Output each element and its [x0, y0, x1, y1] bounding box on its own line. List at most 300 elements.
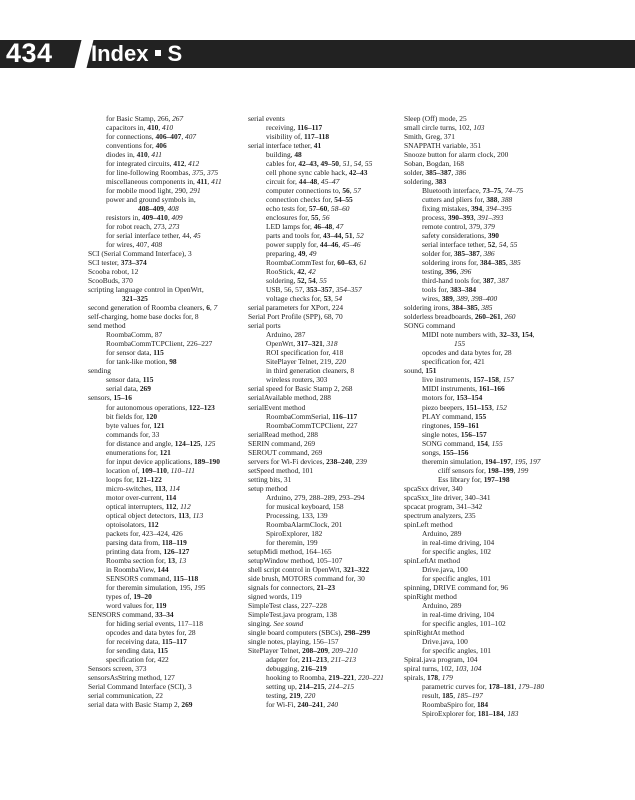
- index-entry-text: single notes, playing, 156–157: [248, 636, 339, 646]
- index-entry-italic-pages: 379: [483, 222, 495, 232]
- index-entry-italic-pages: , 45–47: [317, 177, 340, 187]
- index-entry-text: visibility of,: [266, 132, 304, 142]
- index-entry-text: testing,: [266, 691, 290, 700]
- index-entry-text: soldering,: [266, 276, 298, 286]
- index-column-2: [248, 114, 400, 709]
- index-entry: [404, 276, 566, 285]
- index-entry-text: debugging,: [266, 663, 301, 673]
- index-entry: [404, 231, 566, 240]
- index-entry-text: ROI specification for, 418: [266, 348, 344, 358]
- index-entry-text: in third generation cleaners, 8: [266, 366, 355, 376]
- index-entry: [248, 285, 400, 294]
- index-entry-text: for line-following Roombas,: [106, 168, 193, 178]
- index-entry: [248, 511, 400, 520]
- index-entry-text: RoombaCommTCPClient, 227: [266, 420, 358, 430]
- index-entry-text: SimpleTest class, 227–228: [248, 600, 327, 610]
- index-entry-italic-pages: 103, 104: [455, 663, 482, 673]
- index-entry-bold-pages: 144: [157, 564, 169, 574]
- index-entry-text: for input device applications,: [106, 456, 195, 466]
- index-entry-text: spinRightAt method: [404, 627, 465, 637]
- index-entry-italic-pages: , 209–210: [328, 645, 358, 655]
- index-entry-italic-pages: , 412: [184, 159, 200, 169]
- index-entry: [404, 195, 566, 204]
- index-entry-text: for tank-like motion,: [106, 357, 170, 367]
- index-entry-text: serialEvent method: [248, 402, 306, 412]
- index-entry: [404, 700, 566, 709]
- index-entry-bold-pages: 42–43: [348, 168, 368, 178]
- index-entry-text: spcacat program, 341–342: [404, 501, 483, 511]
- index-entry-italic-pages: , 61: [355, 258, 367, 268]
- index-entry-text: spinLeft method: [404, 519, 453, 529]
- index-entry-bold-pages: 317–321: [296, 339, 323, 349]
- index-entry: [248, 168, 400, 177]
- index-entry-italic-pages: , 354–357: [332, 285, 362, 295]
- index-entry-italic-pages: , 56: [318, 213, 330, 223]
- index-entry: [248, 646, 400, 655]
- index-entry-italic-pages: , 125: [200, 438, 216, 448]
- index-entry-bold-pages: 185: [442, 691, 454, 700]
- index-entry: [88, 258, 238, 267]
- index-entry-text: spiral turns, 102,: [404, 663, 456, 673]
- index-entry-text: SCI (Serial Command Interface), 3: [88, 249, 192, 259]
- index-entry: [248, 475, 400, 484]
- index-entry: [404, 637, 566, 646]
- index-entry: [88, 601, 238, 610]
- index-entry: [248, 520, 400, 529]
- index-entry-text: Arduino, 289: [422, 528, 462, 538]
- index-entry-bold-pages: 155: [475, 411, 487, 421]
- index-entry: [248, 312, 400, 321]
- index-entry-italic-pages: , 74–75: [501, 186, 524, 196]
- index-entry-text: cell phone sync cable hack,: [266, 168, 349, 178]
- index-entry-italic-pages: , 211–213: [327, 654, 357, 664]
- index-entry: [404, 321, 566, 330]
- index-entry-bold-pages: 52: [487, 240, 496, 250]
- index-entry: [248, 601, 400, 610]
- index-entry-bold-pages: 112: [147, 519, 159, 529]
- index-entry-text: setupWindow method, 105–107: [248, 555, 343, 565]
- index-entry-bold-pages: 73–75: [482, 186, 502, 196]
- index-entry: [404, 384, 566, 393]
- index-entry: [248, 303, 400, 312]
- index-entry: [248, 357, 400, 366]
- index-entry-text: SONG command,: [422, 438, 477, 448]
- index-entry: [88, 583, 238, 592]
- index-entry: [404, 448, 566, 457]
- index-entry-italic-pages: , 318: [322, 339, 338, 349]
- index-entry-bold-pages: 385–387: [425, 168, 452, 178]
- index-entry: [248, 421, 400, 430]
- index-entry-text: loops for,: [106, 474, 136, 484]
- index-entry: [248, 430, 400, 439]
- index-entry: [404, 511, 566, 520]
- index-entry-italic-pages: , 51, 54, 55: [339, 159, 373, 169]
- index-entry: [88, 141, 238, 150]
- index-entry: [248, 637, 400, 646]
- index-entry-text: SitePlayer Telnet, 219,: [266, 357, 335, 367]
- index-entry-text: solder for,: [422, 249, 454, 259]
- index-entry-bold-pages: 353–357: [306, 285, 333, 295]
- index-entry-text: ScooBuds, 370: [88, 276, 133, 286]
- index-entry-text: for specific angles, 101: [422, 645, 491, 655]
- index-entry: [248, 276, 400, 285]
- index-entry: [248, 682, 400, 691]
- index-entry: [404, 213, 566, 222]
- index-entry: [88, 556, 238, 565]
- index-entry-bold-pages: 32–33, 154: [499, 330, 533, 340]
- index-entry-bold-pages: 44–48: [298, 177, 318, 187]
- index-entry: [88, 339, 238, 348]
- index-entry-text: parsing data from,: [106, 537, 162, 547]
- index-entry: [404, 430, 566, 439]
- index-entry-text: for distance and angle,: [106, 438, 175, 448]
- index-entry-text: conventions for,: [106, 141, 156, 151]
- index-entry-bold-pages: 41: [313, 141, 322, 151]
- index-entry-text: adapter for,: [266, 654, 302, 664]
- index-entry-italic-pages: 220: [334, 357, 347, 367]
- index-entry-bold-pages: 412: [173, 159, 185, 169]
- index-entry-text: for specific angles, 101: [422, 573, 491, 583]
- index-entry: [248, 150, 400, 159]
- index-entry: [404, 222, 566, 231]
- index-entry: [88, 520, 238, 529]
- index-entry-italic-pages: , 54: [330, 294, 343, 304]
- index-entry-bold-pages: 42: [297, 267, 305, 277]
- index-entry: [248, 321, 400, 330]
- index-entry-text: sensor data,: [106, 375, 143, 385]
- index-entry: [248, 348, 400, 357]
- index-entry-bold-pages: 44–46: [319, 240, 339, 250]
- index-entry-italic-pages: , 58–60: [327, 204, 350, 214]
- index-entry: [88, 384, 238, 393]
- index-entry: [88, 168, 238, 177]
- index-entry-bold-pages: 157–158: [473, 375, 499, 385]
- index-entry: [88, 285, 238, 294]
- index-entry-bold-pages: 298–299: [344, 627, 371, 637]
- index-entry-bold-pages: 115: [142, 375, 154, 385]
- index-entry: [404, 673, 566, 682]
- index-entry-bold-pages: 406–407: [155, 132, 182, 142]
- index-entry-text: third-hand tools for,: [422, 276, 483, 286]
- index-entry: [404, 592, 566, 601]
- index-entry-text: for theremin simulation, 195,: [106, 582, 195, 592]
- index-entry-text: hooking to Roomba,: [266, 672, 329, 682]
- index-entry-text: power supply for,: [266, 240, 320, 250]
- index-entry: [88, 502, 238, 511]
- index-entry-text: for hiding serial events, 117–118: [106, 618, 203, 628]
- index-entry: [404, 204, 566, 213]
- index-column-1: [88, 114, 238, 709]
- index-entry: [88, 393, 238, 402]
- index-entry-text: SimpleTest.java program, 138: [248, 609, 337, 619]
- index-entry-text: safety considerations,: [422, 231, 488, 241]
- index-entry: [88, 240, 238, 249]
- index-entry-bold-pages: 153–154: [456, 393, 483, 403]
- index-entry-text: printing data from,: [106, 546, 164, 556]
- index-entry-text: testing,: [422, 267, 446, 277]
- index-entry: [248, 195, 400, 204]
- index-entry: [248, 457, 400, 466]
- index-entry-italic-pages: , 152: [492, 402, 507, 412]
- index-entry-italic-pages: 291: [189, 186, 201, 196]
- index-entry-bold-pages: 161–166: [478, 384, 505, 394]
- index-entry-text: cutters and pliers for,: [422, 195, 487, 205]
- index-entry: [248, 114, 400, 123]
- index-entry-text: serial communication, 22: [88, 691, 163, 700]
- index-entry-bold-pages: 240–241: [297, 700, 324, 710]
- index-entry: [404, 691, 566, 700]
- index-entry: [88, 366, 238, 375]
- index-entry-text: spinLeftAt method: [404, 555, 461, 565]
- index-entry: [404, 583, 566, 592]
- index-entry-text: for specific angles, 102: [422, 546, 491, 556]
- index-entry-bold-pages: 384–385: [451, 303, 478, 313]
- index-entry: [88, 565, 238, 574]
- index-entry: [248, 222, 400, 231]
- index-entry-text: sending: [88, 366, 111, 376]
- index-entry: [248, 574, 400, 583]
- index-entry-text: spinRight method: [404, 591, 457, 601]
- index-entry-italic-pages: , 408: [163, 204, 179, 214]
- index-entry: [88, 412, 238, 421]
- index-entry-text: resistors in,: [106, 213, 142, 223]
- index-entry-italic-pages: 375, 375: [192, 168, 219, 178]
- index-entry-bold-pages: 410: [147, 123, 159, 133]
- index-entry-text: SERIN command, 269: [248, 438, 316, 448]
- index-entry-italic-pages: , 214–215: [324, 681, 355, 691]
- index-entry-text: packets for, 423–424, 426: [106, 528, 183, 538]
- index-entry: [248, 619, 400, 628]
- index-entry-italic-pages: , 42: [304, 267, 316, 277]
- index-entry-bold-pages: 115–117: [161, 636, 187, 646]
- index-entry-text: for theremin, 199: [266, 537, 318, 547]
- index-entry-bold-pages: 260–261: [474, 312, 501, 322]
- index-entry-text: cliff sensors for,: [438, 465, 488, 475]
- index-entry: [88, 547, 238, 556]
- index-entry-text: spinning, DRIVE command for, 96: [404, 582, 508, 592]
- index-entry-text: singing.: [248, 618, 274, 628]
- index-entry-bold-pages: 118–119: [161, 537, 187, 547]
- index-entry: [88, 628, 238, 637]
- index-entry-bold-pages: 6: [206, 303, 210, 313]
- index-entry-text: parts and tools for,: [266, 231, 323, 241]
- index-entry: [404, 556, 566, 565]
- index-entry-italic-pages: , 199: [513, 465, 529, 475]
- index-entry: [404, 249, 566, 258]
- index-entry-italic-pages: , 411: [147, 150, 162, 160]
- index-entry-bold-pages: 373–374: [120, 258, 147, 268]
- index-entry-italic-pages: 273: [168, 222, 180, 232]
- index-entry-bold-pages: 115: [153, 348, 164, 358]
- index-entry-italic-pages: , 386: [479, 249, 495, 259]
- index-entry: [88, 430, 238, 439]
- index-entry: [404, 421, 566, 430]
- index-entry: [248, 547, 400, 556]
- index-entry-italic-pages: , 240: [323, 700, 339, 710]
- index-entry-italic-pages: , 7: [209, 303, 218, 313]
- index-entry: [248, 403, 400, 412]
- index-entry: [404, 177, 566, 186]
- index-entry-text: Drive.java, 100: [422, 636, 468, 646]
- index-entry-text: Processing, 133, 139: [266, 510, 328, 520]
- index-entry-text: motor over-current,: [106, 492, 166, 502]
- index-entry-text: wires,: [422, 294, 442, 304]
- index-entry-text: opcodes and data bytes for, 28: [106, 627, 196, 637]
- index-entry: [88, 664, 238, 673]
- index-entry-text: SENSORS command,: [106, 573, 174, 583]
- index-entry-text: RoombaSpiro for,: [422, 700, 477, 710]
- index-entry-text: Sensors screen, 373: [88, 663, 147, 673]
- index-entry: [404, 366, 566, 375]
- index-entry-text: Arduino, 279, 288–289, 293–294: [266, 492, 365, 502]
- index-entry-bold-pages: 269: [139, 384, 151, 394]
- index-entry-bold-pages: 21–23: [316, 582, 336, 592]
- index-entry-text: RoombaCommSerial,: [266, 411, 333, 421]
- index-entry: [88, 177, 238, 186]
- index-entry-text: fixing mistakes,: [422, 204, 472, 214]
- index-entry-bold-pages: 121: [159, 447, 171, 457]
- index-entry-text: miscellaneous components in,: [106, 177, 197, 187]
- index-entry-bold-pages: 181–184: [477, 709, 504, 719]
- index-entry-text: Serial Port Profile (SPP), 68, 70: [248, 312, 343, 322]
- index-entry-italic-pages: 195: [194, 582, 206, 592]
- index-entry: [248, 177, 400, 186]
- index-entry-bold-pages: 46–48: [313, 222, 333, 232]
- index-entry: [248, 393, 400, 402]
- index-entry-bold-pages: 159–161: [453, 420, 480, 430]
- index-entry: [88, 691, 238, 700]
- index-entry-text: for wires, 407,: [106, 240, 151, 250]
- index-entry: [404, 348, 566, 357]
- index-entry-text: RoombaCommTest for,: [266, 258, 338, 268]
- index-entry-text: serial ports: [248, 321, 281, 331]
- index-entry-text: songs,: [422, 447, 443, 457]
- index-entry-bold-pages: 406: [155, 141, 167, 151]
- index-entry-text: piezo beepers,: [422, 402, 467, 412]
- index-entry-text: remote control, 379,: [422, 222, 484, 232]
- index-entry: [248, 439, 400, 448]
- index-entry-text: echo tests for,: [266, 204, 309, 214]
- index-entry-text: SpiroExplorer for,: [422, 709, 478, 719]
- index-entry-bold-pages: 112: [165, 501, 177, 511]
- index-entry-italic-pages: , 52: [352, 231, 364, 241]
- index-entry-text: serial events: [248, 114, 285, 123]
- index-entry-text: Arduino, 289: [422, 600, 462, 610]
- index-entry: [88, 294, 238, 303]
- index-entry: [248, 213, 400, 222]
- index-entry: [404, 484, 566, 493]
- index-entry: [404, 619, 566, 628]
- index-entry-text: live instruments,: [422, 375, 474, 385]
- index-entry: [248, 673, 400, 682]
- index-entry-italic-pages: , 396: [456, 267, 472, 277]
- index-entry-bold-pages: 216–219: [300, 663, 327, 673]
- index-entry-italic-pages: , 179: [438, 672, 453, 682]
- index-entry: [88, 348, 238, 357]
- index-entry-italic-pages: , 385: [477, 303, 493, 313]
- running-head: [91, 39, 182, 69]
- index-entry-text: Sleep (Off) mode, 25: [404, 114, 467, 123]
- index-entry: [404, 493, 566, 502]
- index-entry: [404, 285, 566, 294]
- index-entry: [248, 664, 400, 673]
- index-entry-italic-pages: , 155: [487, 438, 503, 448]
- index-entry-text: micro-switches,: [106, 483, 155, 493]
- index-entry: [404, 258, 566, 267]
- index-entry-text: for musical keyboard, 158: [266, 501, 344, 511]
- index-entry: [88, 574, 238, 583]
- index-entry-bold-pages: 408–409: [138, 204, 164, 214]
- index-entry-text: scripting language control in OpenWrt,: [88, 285, 204, 295]
- index-entry-text: diodes in,: [106, 150, 137, 160]
- index-entry: [404, 466, 566, 475]
- index-entry-text: in RoombaView,: [106, 564, 158, 574]
- index-entry: [88, 204, 238, 213]
- index-entry-text: signed words, 119: [248, 591, 302, 601]
- index-entry-text: SONG command: [404, 321, 456, 331]
- index-entry: [88, 646, 238, 655]
- index-entry: [88, 312, 238, 321]
- index-entry-bold-pages: 57–60: [308, 204, 328, 214]
- index-entry: [404, 574, 566, 583]
- index-entry-bold-pages: 98: [169, 357, 177, 367]
- index-entry-text: RoombaComm, 87: [106, 330, 163, 340]
- index-entry-bold-pages: 156–157: [460, 429, 487, 439]
- index-entry-bold-pages: 33–34: [155, 609, 174, 619]
- index-entry-text: soldering,: [404, 177, 436, 187]
- index-entry-text: self-charging, home base docks for, 8: [88, 312, 199, 322]
- index-entry-text: specification for, 422: [106, 654, 169, 664]
- index-entry-bold-pages: 321–325: [122, 294, 148, 304]
- index-entry: [404, 357, 566, 366]
- index-entry-text: capacitors in,: [106, 123, 148, 133]
- section-title: Index: [91, 41, 149, 66]
- index-entry-bold-pages: 115–118: [173, 573, 199, 583]
- index-entry: [404, 457, 566, 466]
- index-entry: [404, 168, 566, 177]
- index-entry-text: SpiroExplorer, 182: [266, 528, 323, 538]
- index-entry: [88, 213, 238, 222]
- index-entry: [248, 628, 400, 637]
- index-entry: [404, 529, 566, 538]
- index-entry-italic-pages: , 13: [175, 555, 187, 565]
- index-entry-text: shell script control in OpenWrt,: [248, 564, 344, 574]
- index-entry: [404, 267, 566, 276]
- index-entry: [88, 150, 238, 159]
- index-entry: [88, 403, 238, 412]
- index-entry: [404, 294, 566, 303]
- index-entry-bold-pages: 116–117: [332, 411, 358, 421]
- index-entry-text: for autonomous operations,: [106, 402, 189, 412]
- index-entry-bold-pages: 48: [294, 150, 302, 160]
- index-entry-text: for receiving data,: [106, 636, 162, 646]
- index-entry: [248, 610, 400, 619]
- index-entry-bold-pages: 122–123: [188, 402, 215, 412]
- index-entry: [404, 412, 566, 421]
- index-entry: [248, 159, 400, 168]
- index-entry-text: process,: [422, 213, 448, 223]
- index-entry: [404, 439, 566, 448]
- index-entry: [88, 375, 238, 384]
- index-entry-text: enumerations for,: [106, 447, 160, 457]
- index-entry-bold-pages: 208–209: [302, 645, 329, 655]
- index-entry-italic-pages: , 388: [497, 195, 513, 205]
- index-entry: [248, 249, 400, 258]
- index-entry-text: for connections,: [106, 132, 156, 142]
- index-entry-bold-pages: 42–43, 49–50: [298, 159, 339, 169]
- index-entry-bold-pages: 189–190: [194, 456, 220, 466]
- index-entry: [88, 249, 238, 258]
